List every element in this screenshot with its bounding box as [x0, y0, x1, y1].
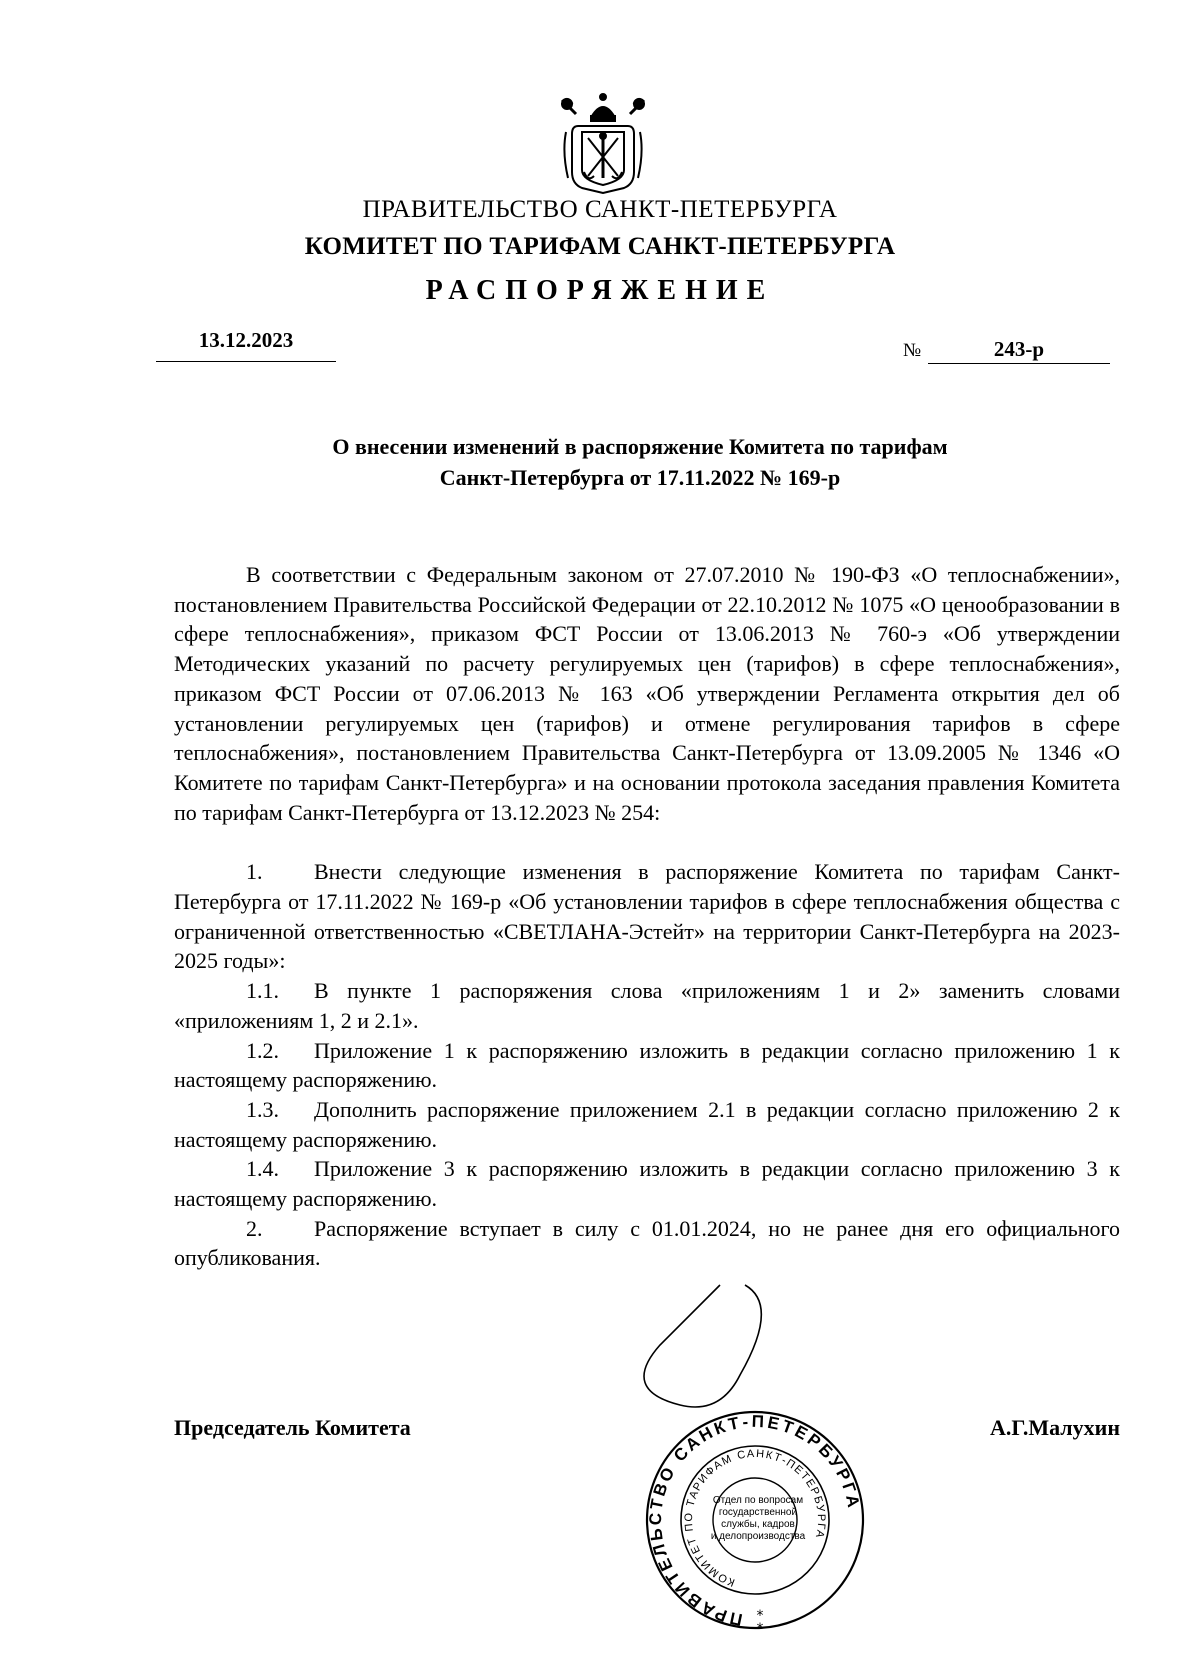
clause	[174, 1154, 1120, 1213]
clause-text: В пункте 1 распоряжения слова «приложениям 1 и 2» заменить словами «приложениям 1, 2 и 2.1».	[174, 978, 1120, 1033]
clause-number: 1.	[246, 859, 263, 885]
document-type-heading: РАСПОРЯЖЕНИЕ	[425, 275, 775, 306]
stamp-center-line-1: Отдел по вопросам	[712, 1495, 804, 1506]
coat-of-arms-icon	[558, 92, 648, 194]
clause-text: Приложение 3 к распоряжению изложить в редакции согласно приложению 3 к настоящему распоряжению.	[174, 1156, 1120, 1212]
document-number: 243-р	[993, 337, 1045, 361]
stamp-center-line-4: и делопроизводства	[710, 1531, 806, 1542]
document-body	[174, 560, 1120, 1273]
number-sign: №	[903, 340, 922, 361]
number-underline	[928, 363, 1110, 364]
clause-number: 1.3.	[246, 1096, 279, 1122]
clause-number: 1.4.	[246, 1156, 279, 1182]
signatory-name: А.Г.Малухин	[989, 1415, 1120, 1440]
date-underline	[156, 361, 336, 362]
stamp-center-line-3: службы, кадров	[721, 1519, 795, 1530]
clause-text: Внести следующие изменения в распоряжение Комитета по тарифам Санкт-Петербурга от 17.11.2022 № 169-р «Об установлении тарифов в сфере теплоснабжения общества с ограниченной ответственностью «СВЕТЛАНА-Эстейт» на территории Санкт-Петербурга на 2023-2025 годы»:	[174, 859, 1120, 974]
preamble-paragraph: В соответствии с Федеральным законом от 27.07.2010 № 190-ФЗ «О теплоснабжении», постановлением Правительства Российской Федерации от 22.10.2012 № 1075 «О ценообразовании в сфере теплоснабжения», приказом ФСТ России от 13.06.2013 № 760-э «Об утверждении Методических указаний по расчету регулируемых цен (тарифов) в сфере теплоснабжения», приказом ФСТ России от 07.06.2013 № 163 «Об утверждении Регламента открытия дел об установлении регулируемых цен (тарифов) и отмене регулирования тарифов в сфере теплоснабжения», постановлением Правительства Санкт-Петербурга от 13.09.2005 № 1346 «О Комитете по тарифам Санкт-Петербурга» и на основании протокола заседания правления Комитета по тарифам Санкт-Петербурга от 13.12.2023 № 254:	[174, 562, 1120, 825]
government-heading: ПРАВИТЕЛЬСТВО САНКТ-ПЕТЕРБУРГА	[362, 196, 838, 223]
official-seal-icon	[620, 1265, 920, 1655]
clause	[174, 976, 1120, 1035]
committee-heading: КОМИТЕТ ПО ТАРИФАМ САНКТ-ПЕТЕРБУРГА	[304, 233, 896, 260]
document-subject	[160, 431, 1120, 493]
clause	[174, 1095, 1120, 1154]
subject-line-1: О внесении изменений в распоряжение Комитета по тарифам	[332, 434, 948, 459]
document-date: 13.12.2023	[198, 328, 294, 352]
svg-text:*: *	[756, 1608, 764, 1624]
signatory-title: Председатель Комитета	[174, 1415, 411, 1440]
clause-text: Приложение 1 к распоряжению изложить в редакции согласно приложению 1 к настоящему распоряжению.	[174, 1037, 1120, 1093]
clause-number: 1.2.	[246, 1037, 279, 1063]
stamp-inner-text: КОМИТЕТ ПО ТАРИФАМ САНКТ-ПЕТЕРБУРГА	[682, 1447, 828, 1589]
clause	[174, 857, 1120, 976]
stamp-outer-text: ПРАВИТЕЛЬСТВО САНКТ-ПЕТЕРБУРГА	[645, 1411, 864, 1630]
clause-text: Дополнить распоряжение приложением 2.1 в редакции согласно приложению 2 к настоящему распоряжению.	[174, 1096, 1120, 1152]
clause-number: 1.1.	[246, 978, 279, 1004]
subject-line-2: Санкт-Петербурга от 17.11.2022 № 169-р	[439, 465, 841, 490]
clause-text: Распоряжение вступает в силу с 01.01.2024, но не ранее дня его официального опубликования.	[174, 1215, 1120, 1271]
svg-text:*: *	[756, 1621, 764, 1637]
stamp-center-line-2: государственной	[718, 1507, 798, 1518]
clause	[174, 1036, 1120, 1095]
clause-number: 2.	[246, 1215, 263, 1241]
